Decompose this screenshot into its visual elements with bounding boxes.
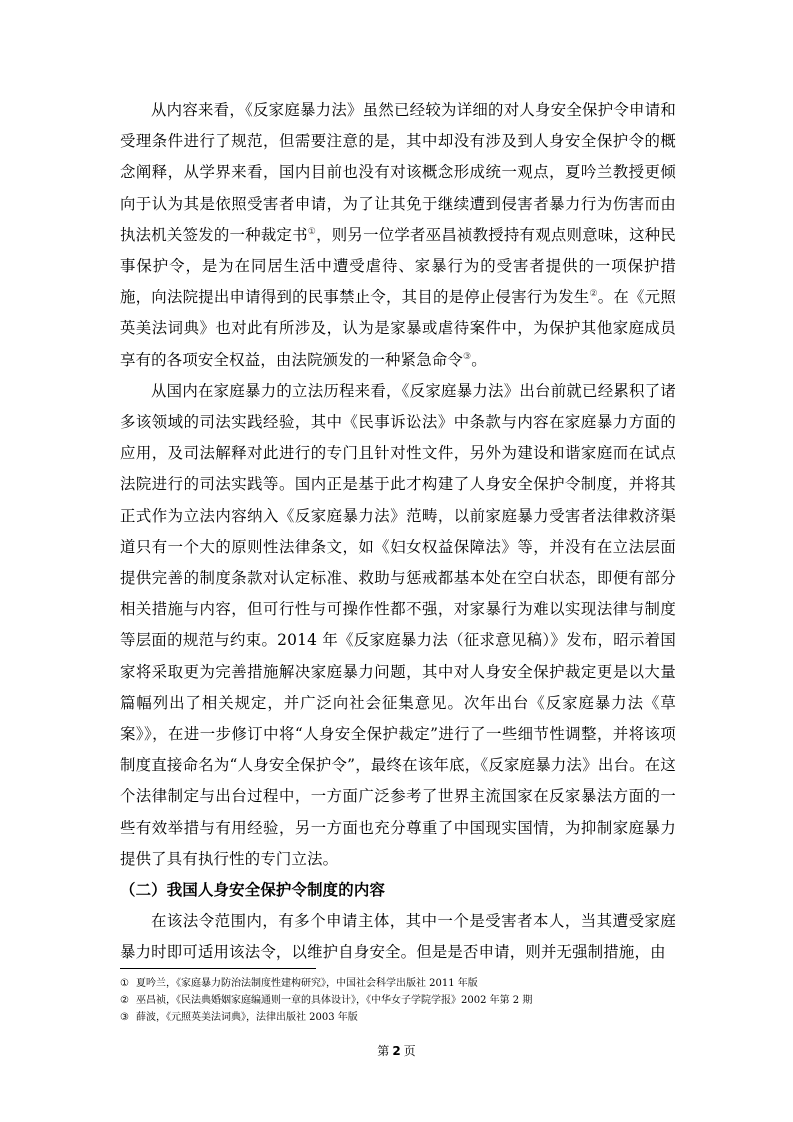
footnote-marker: ③ <box>120 1012 129 1023</box>
footnote-marker: ① <box>120 978 129 989</box>
body-text <box>120 95 676 969</box>
footnote-3 <box>120 1009 676 1026</box>
paragraph-1 <box>120 95 676 376</box>
paragraph-text: 从内容来看，《反家庭暴力法》虽然已经较为详细的对人身安全保护令申请和受理条件进行了规范，但需要注意的是，其中却没有涉及到人身安全保护令的概念阐释，从学界来看，国内目前也没有对该概念形成统一观点，夏吟兰教授更倾向于认为其是依照受害者申请，为了让其免于继续遭到侵害者暴力行为伤害而由执法机关签发的一种裁定书 <box>120 101 676 244</box>
footnote-marker: ② <box>120 995 129 1006</box>
footnote-reference[interactable]: ① <box>307 226 317 237</box>
section-heading: （二）我国人身安全保护令制度的内容 <box>120 881 386 900</box>
footnote-text: 薛波，《元照英美法词典》，法律出版社 2003 年版 <box>136 1012 358 1023</box>
paragraph-text: 。 <box>471 350 487 369</box>
footnote-text: 巫昌祯，《民法典婚姻家庭编通则一章的具体设计》，《中华女子学院学报》2002 年第 2 期 <box>136 995 533 1006</box>
footnote-text: 夏吟兰，《家庭暴力防治法制度性建构研究》，中国社会科学出版社 2011 年版 <box>136 978 478 989</box>
page-number <box>0 1043 793 1059</box>
footnote-reference[interactable]: ② <box>589 289 598 300</box>
paragraph-3: 在该法令范围内，有多个申请主体，其中一个是受害者本人，当其遭受家庭暴力时即可适用该法令，以维护自身安全。但是是否申请，则并无强制措施，由 <box>120 912 676 962</box>
footnote-1 <box>120 975 676 992</box>
page-number-suffix: 页 <box>403 1044 416 1058</box>
paragraph-text: ，则另一位学者巫昌祯教授持有观点则意味，这种民事保护令，是为在同居生活中遭受虐待、家暴行为的受害者提供的一项保护措施，向法院提出申请得到的民事禁止令，其目的是停止侵害行为发生 <box>120 225 676 307</box>
footnotes <box>120 975 676 1026</box>
footnote-separator <box>120 968 316 969</box>
page-number-prefix: 第 <box>377 1044 390 1058</box>
paragraph-2 <box>120 376 676 875</box>
page-number-value: 2 <box>392 1044 401 1058</box>
footnote-2 <box>120 992 676 1009</box>
paragraph-text: 从国内在家庭暴力的立法历程来看，《反家庭暴力法》出台前就已经累积了诸多该领域的司法实践经验，其中《民事诉讼法》中条款与内容在家庭暴力方面的应用，及司法解释对此进行的专门且针对性文件，另外为建设和谐家庭而在试点法院进行的司法实践等。国内正是基于此才构建了人身安全保护令制度，并将其正式作为立法内容纳入《反家庭暴力法》范畴，以前家庭暴力受害者法律救济渠道只有一个大的原则性法律条文，如《妇女权益保障法》等，并没有在立法层面提供完善的制度条款对认定标准、救助与惩戒都基本处在空白状态，即便有部分相关措施与内容，但可行性与可操作性都不强，对家暴行为难以实现法律与制度等层面的规范与约束。2014 年《反家庭暴力法（征求意见稿）》发布，昭示着国家将采取更为完善措施解决家庭暴力问题，其中对人身安全保护裁定更是以大量篇幅列出了相关规定，并广泛向社会征集意见。次年出台《反家庭暴力法《草案》》，在进一步修订中将“人身安全保护裁定”进行了一些细节性调整，并将该项制度直接命名为“人身安全保护令”，最终在该年底，《反家庭暴力法》出台。在这个法律制定与出台过程中，一方面广泛参考了世界主流国家在反家暴法方面的一些有效举措与有用经验，另一方面也充分尊重了中国现实国情，为抑制家庭暴力提供了具有执行性的专门立法。 <box>120 381 676 868</box>
paragraph-text: 。在《元照英美法词典》也对此有所涉及，认为是家暴或虐待案件中，为保护其他家庭成员享有的各项安全权益，由法院颁发的一种紧急命令 <box>120 288 676 369</box>
footnote-reference[interactable]: ③ <box>463 351 472 362</box>
